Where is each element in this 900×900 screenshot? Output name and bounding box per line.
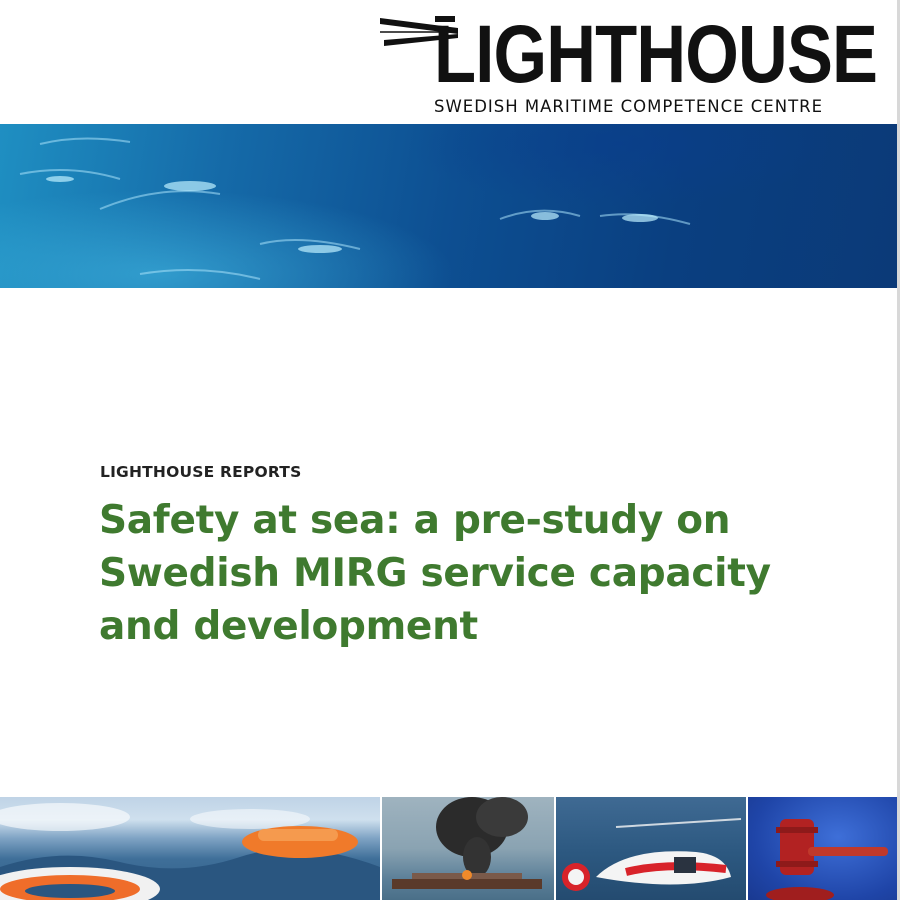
bottom-photo-strip <box>0 797 897 900</box>
gavel-image <box>748 797 897 900</box>
rescue-helicopter-image <box>556 797 746 900</box>
report-title: Safety at sea: a pre-study on Swedish MIRG service capacity and development <box>99 498 771 649</box>
logo-subtitle: SWEDISH MARITIME COMPETENCE CENTRE <box>434 97 824 116</box>
life-ring-and-lifeboat-at-sea-image <box>0 797 380 900</box>
burning-ship-smoke-image <box>382 797 554 900</box>
lighthouse-logo <box>380 9 878 119</box>
logo-wordmark: LIGHTHOUSE <box>434 9 878 100</box>
ocean-banner-image <box>0 124 897 288</box>
report-series-label: LIGHTHOUSE REPORTS <box>100 463 302 481</box>
